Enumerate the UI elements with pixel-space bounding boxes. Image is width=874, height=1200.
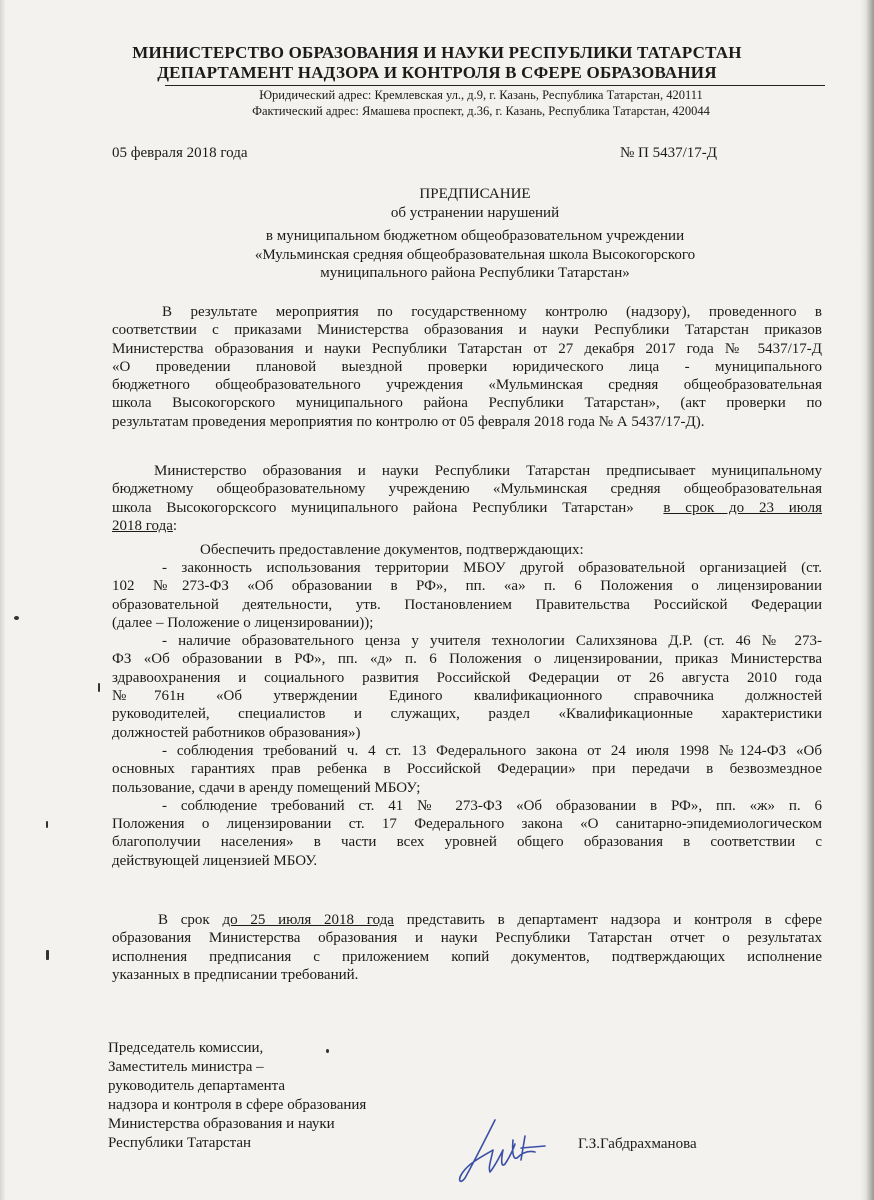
signer-name: Г.З.Габдрахманова <box>578 1136 697 1152</box>
text-line: ФЗ «Об образовании в РФ», пп. «д» п. 6 Положения о лицензировании, приказ Министерства <box>112 651 822 668</box>
list-item: - наличие образовательного ценза у учителя технологии Салихзянова Д.Р. (ст. 46 № 273- <box>162 633 822 650</box>
scan-edge-left <box>0 0 6 1200</box>
text-line: бюджетному общеобразовательному учреждению «Мульминская средняя общеобразовательная <box>112 481 822 498</box>
doc-subtitle-3: «Мульминская средняя общеобразовательная школа Высокогорского <box>254 247 696 263</box>
text-line: №761н «Об утверждении Единого квалификационного справочника должностей <box>112 688 822 705</box>
colon: : <box>172 517 178 534</box>
paragraph-report <box>112 911 822 984</box>
signature-line: Министерства образования и науки <box>108 1116 335 1132</box>
text-line: образования Министерства образования и науки Республики Татарстан отчет о результатах <box>112 930 822 947</box>
paragraph-requirements <box>112 559 822 870</box>
text-line: Министерства образования и науки Республики Татарстан от 27 декабря 2017 года № 5437/17-Д <box>112 340 822 357</box>
text-line: действующей лицензией МБОУ. <box>112 852 318 869</box>
deadline-underlined: в срок до 23 июля <box>663 499 823 516</box>
header-divider <box>165 85 825 86</box>
text-line: соответствии с приказами Министерства образования и науки Республики Татарстан приказов <box>112 322 822 339</box>
doc-subtitle-4: муниципального района Республики Татарстан» <box>320 265 630 281</box>
scan-speck <box>46 821 48 828</box>
document-date: 05 февраля 2018 года <box>112 145 248 161</box>
scan-speck <box>98 683 100 692</box>
document-number: № П 5437/17-Д <box>620 145 718 161</box>
text-line: руководителей, специалистов и служащих, раздел «Квалификационные характеристики <box>112 706 822 723</box>
text-line <box>112 911 822 929</box>
text-fragment: представить в департамент надзора и контроля в сфере <box>406 912 823 928</box>
list-item: - законность использования территории МБОУ другой образовательной организацией (ст. <box>162 560 822 576</box>
legal-address: Юридический адрес: Кремлевская ул., д.9, г. Казань, Республика Татарстан, 420111 <box>259 88 703 102</box>
text-line: Министерство образования и науки Республики Татарстан предписывает муниципальному <box>154 463 822 479</box>
text-line: (далее – Положение о лицензировании)); <box>112 614 374 631</box>
paragraph-inspection <box>112 303 822 431</box>
text-line: «О проведении плановой выездной проверки юридического лица - муниципального <box>112 358 822 375</box>
scan-speck <box>46 950 49 960</box>
text-fragment: школа Высокогорсксого муниципального района Республики Татарстан» <box>112 499 634 516</box>
report-deadline-underlined: до 25 июля 2018 года <box>222 912 394 928</box>
text-line <box>112 499 822 517</box>
actual-address: Фактический адрес: Ямашева проспект, д.36, г. Казань, Республика Татарстан, 420044 <box>252 104 710 118</box>
text-line: школа Высокогорского муниципального района Республики Татарстан», (акт проверки по <box>112 395 822 412</box>
doc-subtitle-2: в муниципальном бюджетном общеобразовательном учреждении <box>265 228 685 244</box>
signature-line: Заместитель министра – <box>108 1059 264 1075</box>
doc-title: ПРЕДПИСАНИЕ <box>419 186 531 202</box>
scan-speck <box>14 616 19 620</box>
paragraph-order <box>112 462 822 535</box>
deadline-underlined-cont: 2018 года <box>112 517 173 534</box>
text-fragment: В срок <box>158 912 210 928</box>
text-line: здравоохранения и социального развития Российской Федерации от 26 августа 2010 года <box>112 669 822 686</box>
signature-line: надзора и контроля в сфере образования <box>108 1097 367 1113</box>
signature-line: Председатель комиссии, <box>108 1040 264 1056</box>
text-line: бюджетного общеобразовательного учреждения «Мульминская средняя общеобразовательная <box>112 377 822 394</box>
text-line: В результате мероприятия по государственному контролю (надзору), проведенного в <box>162 304 822 320</box>
text-line: указанных в предписании требований. <box>112 966 359 983</box>
scan-edge-right <box>860 0 874 1200</box>
signature-block <box>108 1039 366 1153</box>
text-line: пользование, сдачи в аренду помещений МБОУ; <box>112 779 421 796</box>
text-line: результатам проведения мероприятия по контролю от 05 февраля 2018 года № А 5437/17-Д). <box>112 413 705 430</box>
signature-line: Республики Татарстан <box>108 1135 252 1151</box>
text-line: основных гарантиях прав ребенка в Российской Федерации» при передачи в безвозмездное <box>112 761 822 778</box>
list-item: - соблюдение требований ст. 41 № 273-ФЗ «Об образовании в РФ», пп. «ж» п. 6 <box>162 797 822 814</box>
text-line: 102 №273-ФЗ «Об образовании в РФ», пп. «а» п. 6 Положения о лицензировании <box>112 578 822 595</box>
text-line: Положения о лицензировании ст. 17 Федерального закона «О санитарно-эпидемиологическом <box>112 816 822 833</box>
ministry-title: МИНИСТЕРСТВО ОБРАЗОВАНИЯ И НАУКИ РЕСПУБЛИКИ ТАТАРСТАН <box>132 43 742 62</box>
provide-documents-heading: Обеспечить предоставление документов, подтверждающих: <box>200 542 584 558</box>
doc-subtitle-1: об устранении нарушений <box>390 205 560 221</box>
list-item: - соблюдения требований ч. 4 ст. 13 Федерального закона от 24 июля 1998 №124-ФЗ «Об <box>162 742 822 759</box>
scan-speck <box>326 1049 329 1053</box>
text-line: исполнения предписания с приложением копий документов, подтверждающих исполнение <box>112 948 822 965</box>
text-line: образовательной деятельности, утв. Постановлением Правительства Российской Федерации <box>112 596 822 613</box>
text-line: благополучии населения» в части всех уровней общего образования в соответствии с <box>112 834 822 851</box>
department-title: ДЕПАРТАМЕНТ НАДЗОРА И КОНТРОЛЯ В СФЕРЕ ОБРАЗОВАНИЯ <box>157 63 717 82</box>
text-line <box>112 517 822 535</box>
signature-line: руководитель департамента <box>108 1078 286 1094</box>
text-line: должностей работников образования») <box>112 724 361 741</box>
handwritten-signature <box>455 1110 565 1190</box>
